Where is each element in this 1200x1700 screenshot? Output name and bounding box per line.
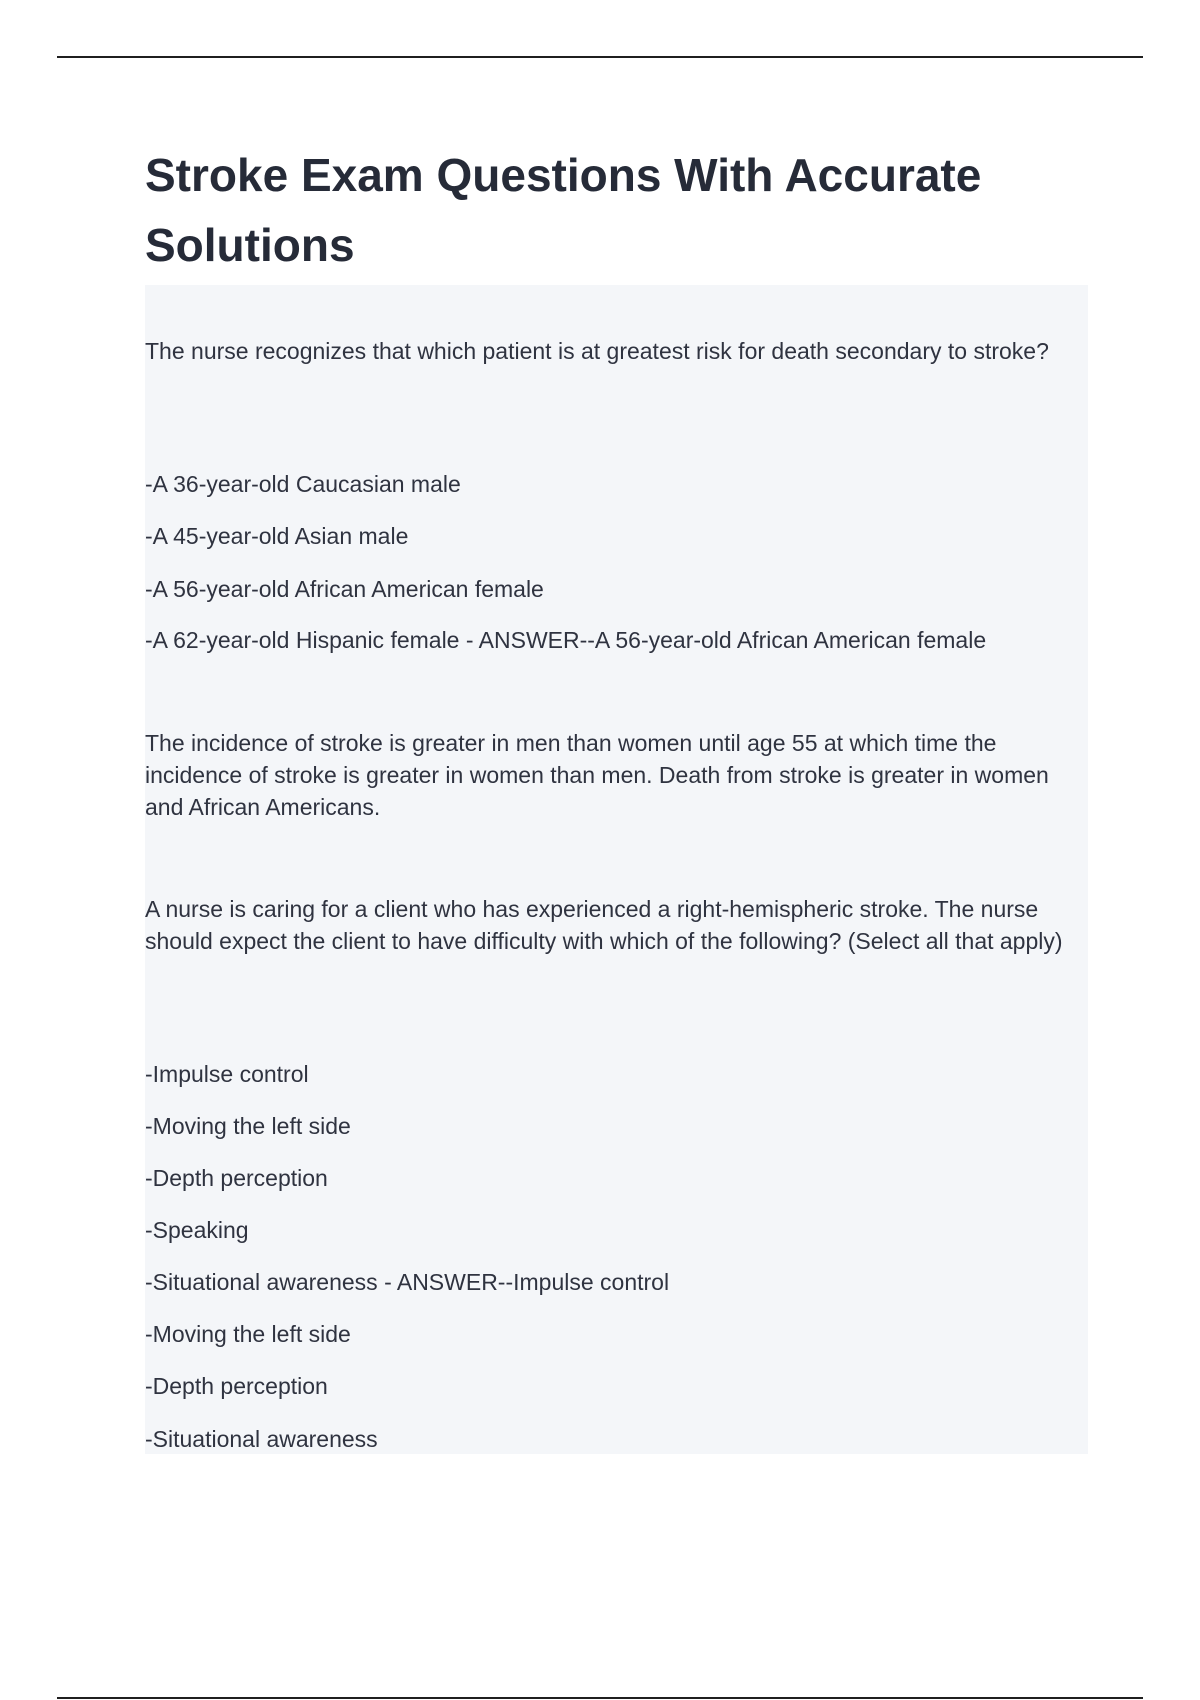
question-1-rationale: The incidence of stroke is greater in men than women until age 55 at which time the incidence of stroke is greater in women than men. Death from stroke is greater in women and African Americans. [145,730,1049,820]
question-2-line: -Impulse control [145,1061,309,1087]
question-2-prompt: A nurse is caring for a client who has experienced a right-hemispheric stroke. The nurse should expect the client to have difficulty with which of the following? (Select all that apply) [145,896,1063,954]
question-2-line: -Depth perception [145,1373,328,1399]
bottom-rule [57,1697,1143,1699]
top-rule [57,56,1143,58]
document-title: Stroke Exam Questions With Accurate Solutions [145,149,982,271]
content-panel [145,285,1088,1454]
question-1-option: -A 36-year-old Caucasian male [145,471,461,497]
question-2-line: -Situational awareness [145,1426,378,1452]
question-1-option-with-answer: -A 62-year-old Hispanic female - ANSWER--A 56-year-old African American female [145,627,987,653]
question-2-line-with-answer: -Situational awareness - ANSWER--Impulse control [145,1269,670,1295]
question-1-option: -A 56-year-old African American female [145,576,544,602]
question-2-line: -Moving the left side [145,1321,351,1347]
question-1-option: -A 45-year-old Asian male [145,523,409,549]
question-2-line: -Speaking [145,1217,249,1243]
question-2-line: -Depth perception [145,1165,328,1191]
question-2-line: -Moving the left side [145,1113,351,1139]
question-1-prompt: The nurse recognizes that which patient is at greatest risk for death secondary to stroke? [145,338,1049,364]
